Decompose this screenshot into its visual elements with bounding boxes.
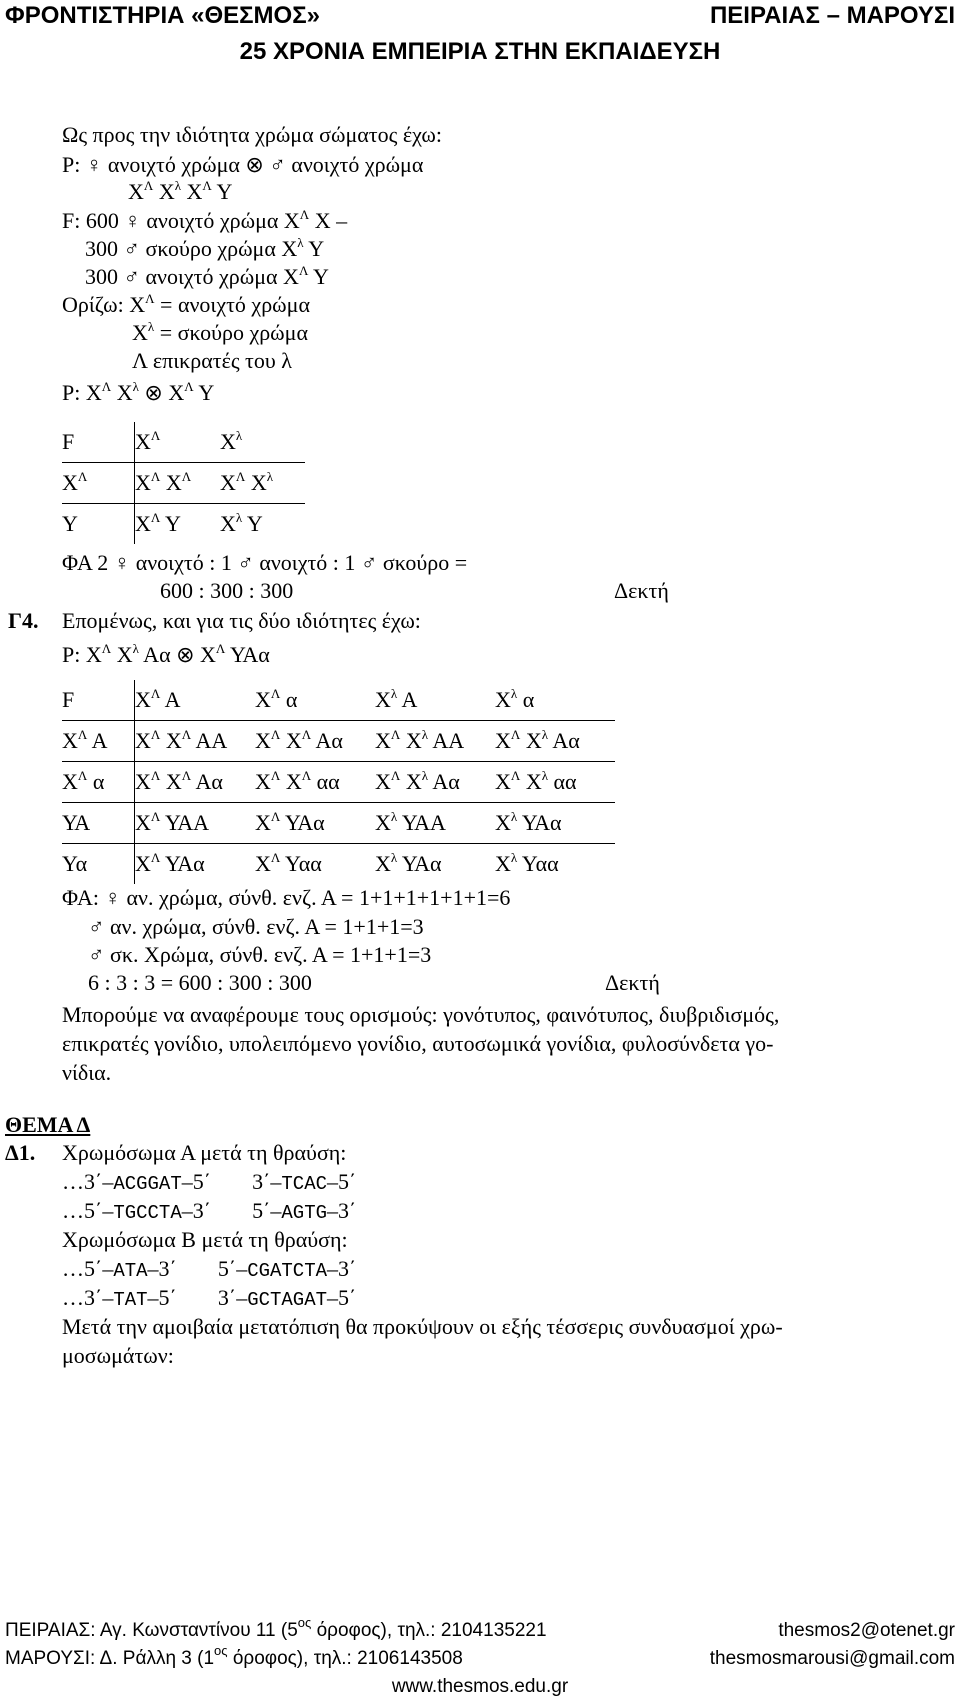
g4-label: Γ4. — [8, 608, 39, 633]
punnett-1-cell: $X^\lambda$ — [220, 422, 305, 463]
punnett-1-cell: $X^\Lambda$ Υ — [135, 504, 221, 545]
section-title: ΘΕΜΑ Δ — [5, 1112, 91, 1137]
punnett-2-row — [62, 803, 615, 844]
footer-address-piraeus: ΠΕΙΡΑΙΑΣ: Αγ. Κωνσταντίνου 11 ($5^{o\varsigma}$ όροφος), τηλ.: 2104135221 — [5, 1615, 547, 1641]
punnett-2-cell: $X^\Lambda$ ΥΑα — [135, 844, 256, 885]
punnett-2-row — [62, 680, 615, 721]
offspring-line-1: F: 600 ♀ ανοιχτό χρώμα $X^\Lambda$ Χ – — [62, 207, 348, 233]
intro-line: Ως προς την ιδιότητα χρώμα σώματος έχω: — [62, 122, 442, 147]
chromosome-b-strand-2: …3΄–TAT–5΄ 3΄–GCTAGAT–5΄ — [62, 1285, 357, 1311]
punnett-1-cell: $X^\lambda$ Υ — [220, 504, 305, 545]
cross-2: P: $X^\Lambda$ $X^\lambda$ Αα ⊗ $X^\Lambda$ ΥΑα — [62, 641, 270, 667]
cross-1: P: $X^\Lambda$ $X^\lambda$ ⊗ $X^\Lambda$ Υ — [62, 379, 215, 405]
punnett-2-row — [62, 844, 615, 885]
parents-phenotype: P: ♀ ανοιχτό χρώμα ⊗ ♂ ανοιχτό χρώμα — [62, 152, 424, 177]
punnett-2-cell: ΥΑ — [62, 803, 135, 844]
punnett-1-cell: $X^\Lambda$ $X^\Lambda$ — [135, 463, 221, 504]
header-brand: ΦΡΟΝΤΙΣΤΗΡΙΑ «ΘΕΣΜΟΣ» — [5, 2, 320, 29]
chromosome-a-strand-2: …5΄–TGCCTA–3΄ 5΄–AGTG–3΄ — [62, 1198, 357, 1224]
header-locations: ΠΕΙΡΑΙΑΣ – ΜΑΡΟΥΣΙ — [709, 2, 955, 29]
footer-email-1[interactable]: thesmos2@otenet.gr — [778, 1620, 955, 1641]
chromosome-b-strand-1: …5΄–ATA–3΄ 5΄–CGATCTA–3΄ — [62, 1256, 357, 1282]
punnett-2-cell: $X^\Lambda$ $X^\lambda$ αα — [495, 762, 615, 803]
phenotype-ratio-1: ΦΑ: ♀ αν. χρώμα, σύνθ. ενζ. Α = 1+1+1+1+1+1=6 — [62, 885, 511, 910]
offspring-line-3: 300 ♂ ανοιχτό χρώμα $X^\Lambda$ Υ — [85, 263, 329, 289]
punnett-2-cell: $X^\Lambda$ $X^\Lambda$ αα — [255, 762, 375, 803]
definitions-paragraph-1: Μπορούμε να αναφέρουμε τους ορισμούς: γονότυπος, φαινότυπος, διυβριδισμός, — [62, 1002, 780, 1027]
punnett-1-cell: F — [62, 422, 135, 463]
punnett-2-cell: $X^\lambda$ ΥΑΑ — [375, 803, 495, 844]
definitions-paragraph-3: νίδια. — [62, 1060, 112, 1085]
ratio-numbers: 600 : 300 : 300 — [160, 578, 294, 603]
punnett-1-cell: $X^\Lambda$ — [135, 422, 221, 463]
footer-email-2[interactable]: thesmosmarousi@gmail.com — [709, 1648, 955, 1669]
punnett-2-cell: $X^\lambda$ ΥΑα — [375, 844, 495, 885]
ratio-line: ΦΑ 2 ♀ ανοιχτό : 1 ♂ ανοιχτό : 1 ♂ σκούρο = — [62, 550, 468, 575]
chromosome-a-title: Χρωμόσωμα Α μετά τη θραύση: — [62, 1140, 347, 1165]
parents-genotype: $X^\Lambda$ $X^\lambda$ $X^\Lambda$ Υ — [128, 178, 233, 204]
punnett-square-2 — [62, 680, 615, 884]
punnett-2-cell: $X^\Lambda$ $X^\lambda$ Αα — [375, 762, 495, 803]
punnett-2-cell: $X^\Lambda$ $X^\Lambda$ Αα — [255, 721, 375, 762]
definition-3: Λ επικρατές του λ — [132, 348, 292, 373]
accept-label-2: Δεκτή — [605, 970, 660, 995]
punnett-2-cell: $X^\Lambda$ $X^\Lambda$ ΑΑ — [135, 721, 256, 762]
punnett-2-cell: $X^\Lambda$ α — [62, 762, 135, 803]
punnett-2-cell: $X^\lambda$ ΥΑα — [495, 803, 615, 844]
punnett-2-cell: $X^\Lambda$ α — [255, 680, 375, 721]
g4-intro: Επομένως, και για τις δύο ιδιότητες έχω: — [62, 608, 421, 633]
header-tagline: 25 ΧΡΟΝΙΑ ΕΜΠΕΙΡΙΑ ΣΤΗΝ ΕΚΠΑΙΔΕΥΣΗ — [239, 38, 721, 65]
punnett-2-cell: $X^\Lambda$ ΥΑΑ — [135, 803, 256, 844]
closing-line-1: Μετά την αμοιβαία μετατόπιση θα προκύψουν οι εξής τέσσερις συνδυασμοί χρω- — [62, 1314, 783, 1339]
definitions-paragraph-2: επικρατές γονίδιο, υπολειπόμενο γονίδιο, αυτοσωμικά γονίδια, φυλοσύνδετα γο- — [62, 1031, 774, 1056]
punnett-2-cell: F — [62, 680, 135, 721]
punnett-2-cell: $X^\Lambda$ Α — [62, 721, 135, 762]
punnett-2-cell: Υα — [62, 844, 135, 885]
footer-address-marousi: ΜΑΡΟΥΣΙ: Δ. Ράλλη 3 ($1^{o\varsigma}$ όροφος), τηλ.: 2106143508 — [5, 1643, 463, 1669]
punnett-1-cell: $X^\Lambda$ — [62, 463, 135, 504]
punnett-2-row — [62, 721, 615, 762]
offspring-line-2: 300 ♂ σκούρο χρώμα $X^\lambda$ Υ — [85, 235, 325, 261]
punnett-2-cell: $X^\Lambda$ $X^\lambda$ ΑΑ — [375, 721, 495, 762]
chromosome-b-title: Χρωμόσωμα Β μετά τη θραύση: — [62, 1227, 348, 1252]
punnett-1-cell: $X^\Lambda$ $X^\lambda$ — [220, 463, 305, 504]
punnett-2-cell: $X^\Lambda$ ΥΑα — [255, 803, 375, 844]
punnett-2-cell: $X^\lambda$ Υαα — [495, 844, 615, 885]
chromosome-a-strand-1: …3΄–ACGGAT–5΄ 3΄–TCAC–5΄ — [62, 1169, 357, 1195]
punnett-2-cell: $X^\Lambda$ $X^\Lambda$ Αα — [135, 762, 256, 803]
footer-website[interactable]: www.thesmos.edu.gr — [391, 1676, 569, 1697]
punnett-1-row — [62, 422, 305, 463]
definition-2: $X^\lambda = \sigma\kappa oύ\rho o$ χρώμα — [132, 319, 308, 345]
punnett-1-row — [62, 504, 305, 545]
punnett-2-cell: $X^\Lambda$ $X^\lambda$ Αα — [495, 721, 615, 762]
punnett-1-cell: Υ — [62, 504, 135, 545]
accept-label-1: Δεκτή — [614, 578, 669, 603]
definition-1: Ορίζω: $X^\Lambda = \alpha\nu o\iota\chi\tau ό$ χρώμα — [62, 291, 310, 317]
d1-label: Δ1. — [5, 1140, 36, 1165]
punnett-2-cell: $X^\lambda$ Α — [375, 680, 495, 721]
ratio-summary: 6 : 3 : 3 = 600 : 300 : 300 — [88, 970, 312, 995]
punnett-1-row — [62, 463, 305, 504]
punnett-2-cell: $X^\lambda$ α — [495, 680, 615, 721]
punnett-2-cell: $X^\Lambda$ Α — [135, 680, 256, 721]
punnett-2-cell: $X^\Lambda$ Υαα — [255, 844, 375, 885]
punnett-square-1 — [62, 422, 305, 544]
closing-line-2: μοσωμάτων: — [62, 1343, 174, 1368]
phenotype-ratio-3: ♂ σκ. Χρώμα, σύνθ. ενζ. Α = 1+1+1=3 — [88, 942, 432, 967]
punnett-2-row — [62, 762, 615, 803]
phenotype-ratio-2: ♂ αν. χρώμα, σύνθ. ενζ. Α = 1+1+1=3 — [88, 914, 424, 939]
